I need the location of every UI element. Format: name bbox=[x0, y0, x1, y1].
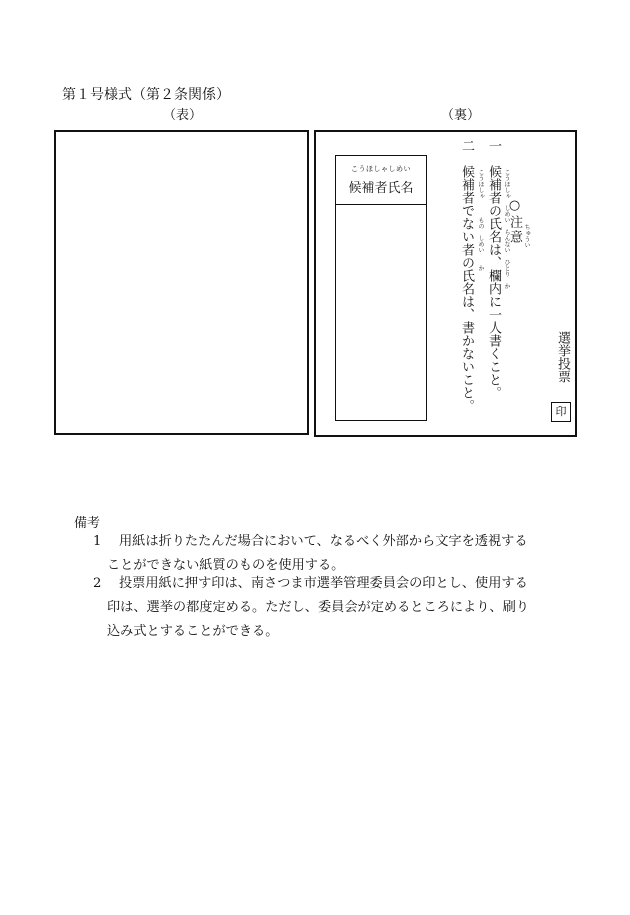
back-side-label: （裏） bbox=[441, 108, 481, 123]
remark-1-line-1-text: 用紙は折りたたんだ場合において、なるべく外部から文字を透視する bbox=[119, 534, 528, 549]
note-2-number: 二 bbox=[459, 139, 474, 152]
remark-1-number: 1 bbox=[93, 534, 102, 549]
form-title: 第１号様式（第２条関係） bbox=[62, 87, 230, 103]
remarks-heading: 備考 bbox=[74, 516, 101, 531]
candidate-name-label: 候補者氏名 bbox=[348, 181, 414, 196]
candidate-name-field[interactable] bbox=[335, 155, 427, 421]
note-2-text: 候補者でない者の氏名は、書かないこと。 bbox=[459, 165, 474, 412]
remark-2-line-2: 印は、選挙の都度定める。ただし、委員会が定めるところにより、刷り bbox=[107, 600, 529, 615]
seal-mark: 印 bbox=[551, 402, 571, 422]
notes-heading: ○注意 bbox=[507, 198, 522, 245]
remark-1-line-1 bbox=[90, 530, 580, 554]
ballot-front-side bbox=[54, 130, 309, 435]
remark-1-line-2: ことができない紙質のものを使用する。 bbox=[107, 558, 345, 573]
front-side-label: （表） bbox=[163, 108, 203, 123]
remark-2-line-1-text: 投票用紙に押す印は、南さつま市選挙管理委員会の印とし、使用する bbox=[119, 576, 528, 591]
remark-2-line-3: 込み式とすることができる。 bbox=[107, 624, 279, 639]
note-2-ruby: こうほしゃ もの しめい か bbox=[477, 169, 484, 271]
candidate-name-ruby: こうほしゃしめい bbox=[351, 165, 411, 173]
remark-item-1 bbox=[90, 530, 580, 578]
remark-2-number: 2 bbox=[93, 576, 102, 591]
remark-item-2 bbox=[90, 572, 580, 644]
candidate-name-header bbox=[336, 156, 426, 205]
note-1-text: 候補者の氏名は、欄内に一人書くこと。 bbox=[486, 165, 501, 399]
note-1-ruby: こうほしゃ しめい らんない ひとり か bbox=[503, 169, 510, 289]
ballot-title: 選挙投票 bbox=[555, 331, 570, 383]
notes-heading-ruby: ちゅうい bbox=[523, 224, 530, 248]
note-1-number: 一 bbox=[486, 139, 501, 152]
remark-2-line-1 bbox=[90, 572, 580, 596]
